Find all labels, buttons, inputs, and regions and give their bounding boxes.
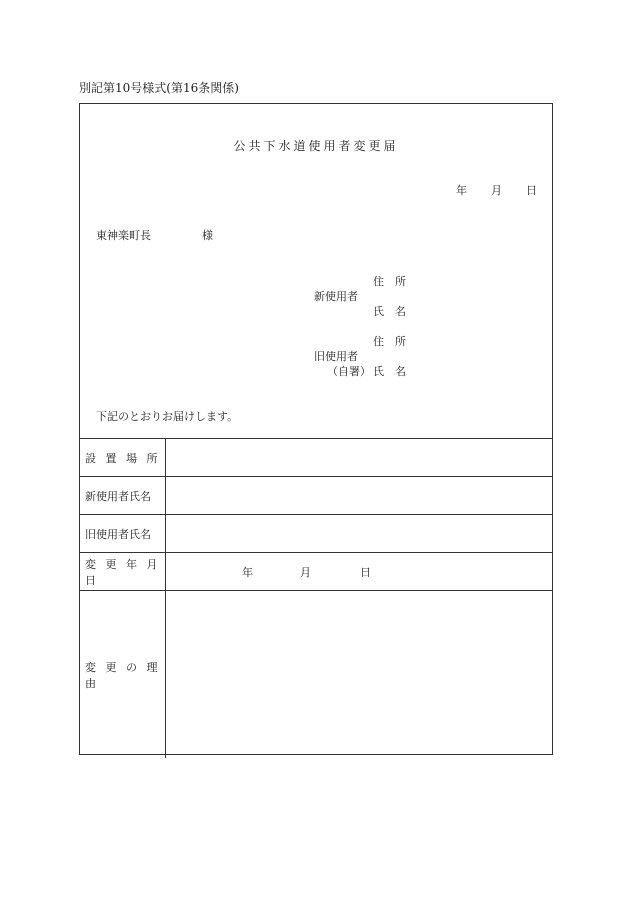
change-date-label: 変 更 年 月 日 (80, 553, 166, 590)
form-number-label: 別記第10号様式(第16条関係) (79, 81, 239, 95)
new-user-address-label: 住 所 (373, 275, 406, 288)
new-user-group-label: 新使用者 (314, 290, 358, 303)
form-title: 公共下水道使用者変更届 (233, 139, 399, 153)
addressee: 東神楽町長 (96, 229, 151, 242)
change-date-year-label: 年 (242, 566, 253, 579)
new-user-name-row-label: 新使用者氏名 (80, 477, 166, 514)
signature-note: （自署） (327, 365, 371, 378)
change-date-day-label: 日 (360, 566, 371, 579)
change-reason-field[interactable] (166, 591, 552, 758)
change-reason-label: 変 更 の 理 由 (80, 591, 166, 758)
old-user-name-label: 氏 名 (373, 365, 406, 378)
table-row (80, 515, 552, 553)
change-date-field[interactable] (166, 553, 552, 590)
table-row (80, 553, 552, 591)
date-year-label: 年 (456, 184, 467, 197)
old-user-group-label: 旧使用者 (314, 350, 358, 363)
old-user-address-label: 住 所 (373, 335, 406, 348)
new-user-name-label: 氏 名 (373, 305, 406, 318)
honorific: 様 (202, 229, 213, 242)
new-user-name-field[interactable] (166, 477, 552, 514)
table-row (80, 439, 552, 477)
table-row (80, 591, 552, 758)
details-table (80, 438, 552, 758)
notice-text: 下記のとおりお届けします。 (96, 410, 239, 423)
date-month-label: 月 (491, 184, 502, 197)
old-user-name-row-label: 旧使用者氏名 (80, 515, 166, 552)
installation-location-label: 設 置 場 所 (80, 439, 166, 476)
form-frame (79, 103, 553, 755)
change-date-month-label: 月 (300, 566, 311, 579)
date-day-label: 日 (526, 184, 537, 197)
old-user-name-field[interactable] (166, 515, 552, 552)
installation-location-field[interactable] (166, 439, 552, 476)
table-row (80, 477, 552, 515)
